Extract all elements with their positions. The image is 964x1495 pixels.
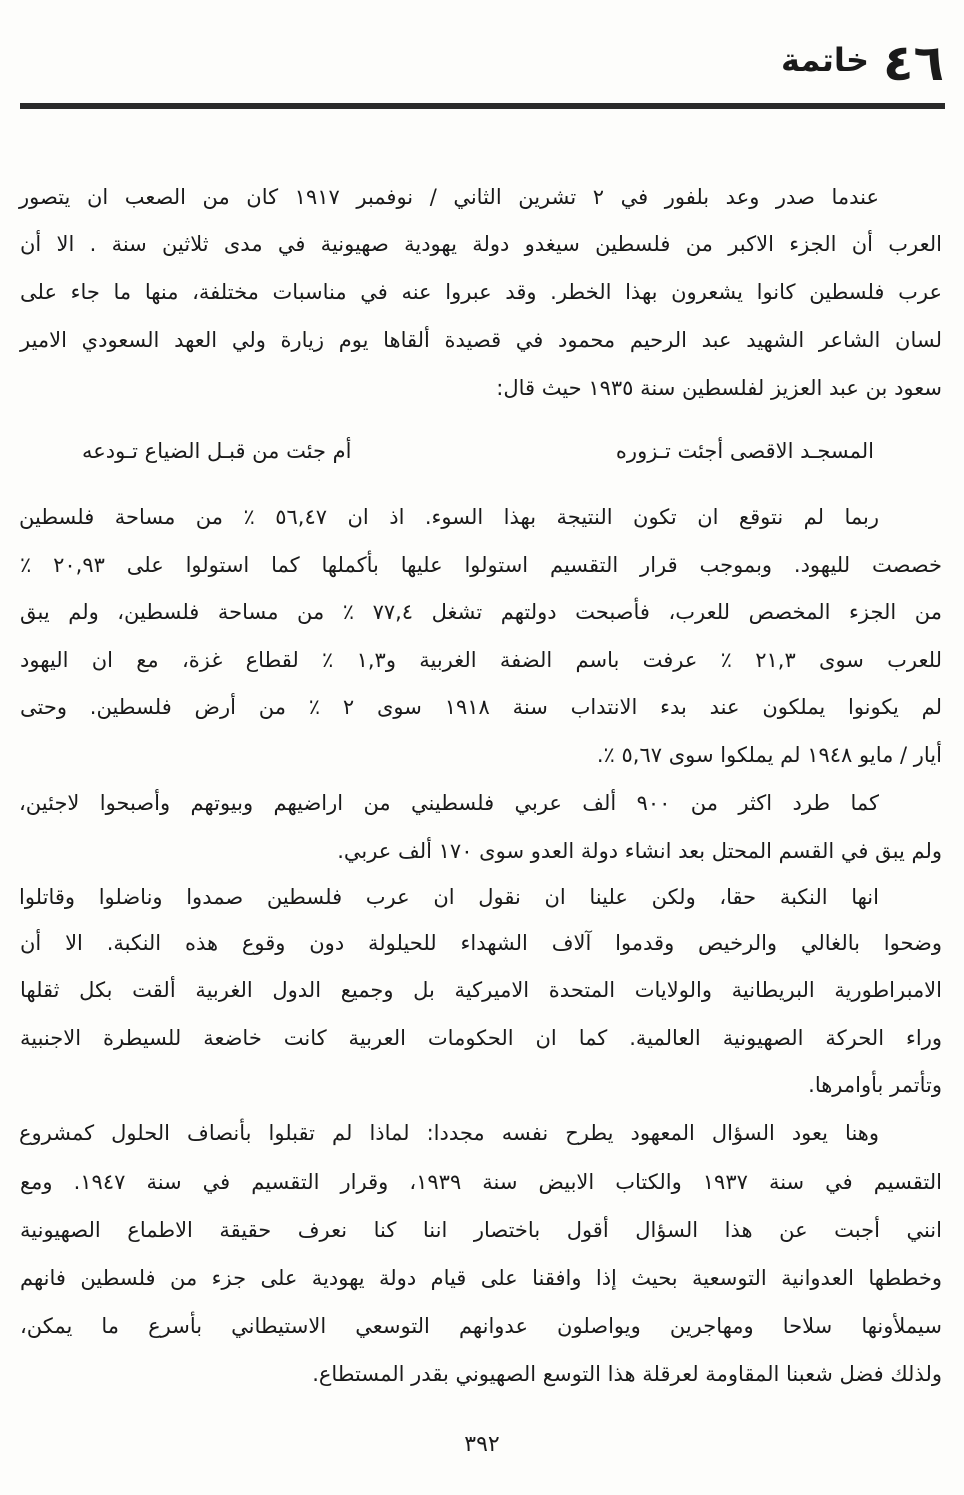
body-line: العرب أن الجزء الاكبر من فلسطين سيغدو دولة يهودية صهيونية في مدى ثلاثين سنة . الا أن — [20, 232, 942, 256]
body-line: الامبراطورية البريطانية والولايات المتحدة الاميركية بل وجميع الدول الغربية ألقت بكل ثقلها — [20, 978, 942, 1002]
poem-hemistich-1: المسجـد الاقصى أجئت تـزوره — [615, 439, 874, 463]
body-line: للعرب سوى ٢١,٣ ٪ عرفت باسم الضفة الغربية و١,٣ ٪ لقطاع غزة، مع ان اليهود — [20, 648, 943, 672]
page-number: ٣٩٢ — [464, 1432, 500, 1457]
body-line: عندما صدر وعد بلفور في ٢ تشرين الثاني / نوفمبر ١٩١٧ كان من الصعب ان يتصور — [19, 185, 880, 209]
poem-hemistich-2: أم جئت من قبـل الضياع تـودعه — [82, 439, 352, 463]
chapter-number: ٤٦ — [882, 34, 944, 92]
body-line: سيملأونها سلاحا ومهاجرين ويواصلون عدوانهم التوسعي الاستيطاني بأسرع ما يمكن، — [20, 1314, 942, 1338]
body-line: عرب فلسطين كانوا يشعرون بهذا الخطر. وقد عبروا عنه في مناسبات مختلفة، منها ما جاء على — [20, 280, 942, 304]
body-line: خصصت لليهود. وبموجب قرار التقسيم استولوا عليها بأكملها كما استولوا على ٢٠,٩٣ ٪ — [20, 553, 942, 577]
body-line: أيار / مايو ١٩٤٨ لم يملكوا سوى ٥,٦٧ ٪. — [596, 743, 942, 767]
body-line: لسان الشاعر الشهيد عبد الرحيم محمود في قصيدة ألقاها يوم زيارة ولي العهد السعودي الامير — [20, 328, 942, 352]
body-line: التقسيم في سنة ١٩٣٧ والكتاب الابيض سنة ١٩٣٩، وقرار التقسيم في سنة ١٩٤٧. ومع — [20, 1170, 942, 1194]
body-line: ربما لم نتوقع ان تكون النتيجة بهذا السوء. اذ ان ٥٦,٤٧ ٪ من مساحة فلسطين — [19, 505, 879, 529]
chapter-title: خاتمة — [781, 41, 869, 79]
body-line: من الجزء المخصص للعرب، فأصبحت دولتهم تشغل ٧٧,٤ ٪ من مساحة فلسطين، ولم يبق — [20, 600, 942, 624]
body-line: وهنا يعود السؤال المعهود يطرح نفسه مجددا: لماذا لم تقبلوا بأنصاف الحلول كمشروع — [19, 1121, 879, 1145]
body-line: انني أجبت عن هذا السؤال أقول باختصار اننا كنا نعرف حقيقة الاطماع الصهيونية — [20, 1218, 942, 1242]
body-line: وتأتمر بأوامرها. — [808, 1073, 942, 1097]
body-line: لم يكونوا يملكون عند بدء الانتداب سنة ١٩١٨ سوى ٢ ٪ من أرض فلسطين. وحتى — [20, 695, 943, 719]
body-line: سعود بن عبد العزيز لفلسطين سنة ١٩٣٥ حيث قال: — [496, 376, 942, 400]
body-line: وضحوا بالغالي والرخيص وقدموا آلاف الشهداء للحيلولة دون وقوع هذه النكبة. الا أن — [20, 931, 942, 955]
header-rule — [20, 103, 945, 109]
body-line: ولم يبق في القسم المحتل بعد انشاء دولة العدو سوى ١٧٠ ألف عربي. — [337, 839, 942, 863]
body-line: وخططها العدوانية التوسعية بحيث إذا وافقنا على قيام دولة يهودية على جزء من فلسطين فانهم — [20, 1266, 942, 1290]
body-line: انها النكبة حقا، ولكن علينا ان نقول ان عرب فلسطين صمدوا وناضلوا وقاتلوا — [19, 885, 879, 909]
body-line: كما طرد اكثر من ٩٠٠ ألف عربي فلسطيني من اراضيهم وبيوتهم وأصبحوا لاجئين، — [19, 791, 879, 815]
body-line: وراء الحركة الصهيونية العالمية. كما ان الحكومات العربية كانت خاضعة للسيطرة الاجنبية — [20, 1026, 942, 1050]
body-line: ولذلك فضل شعبنا المقاومة لعرقلة هذا التوسع الصهيوني بقدر المستطاع. — [312, 1362, 942, 1386]
